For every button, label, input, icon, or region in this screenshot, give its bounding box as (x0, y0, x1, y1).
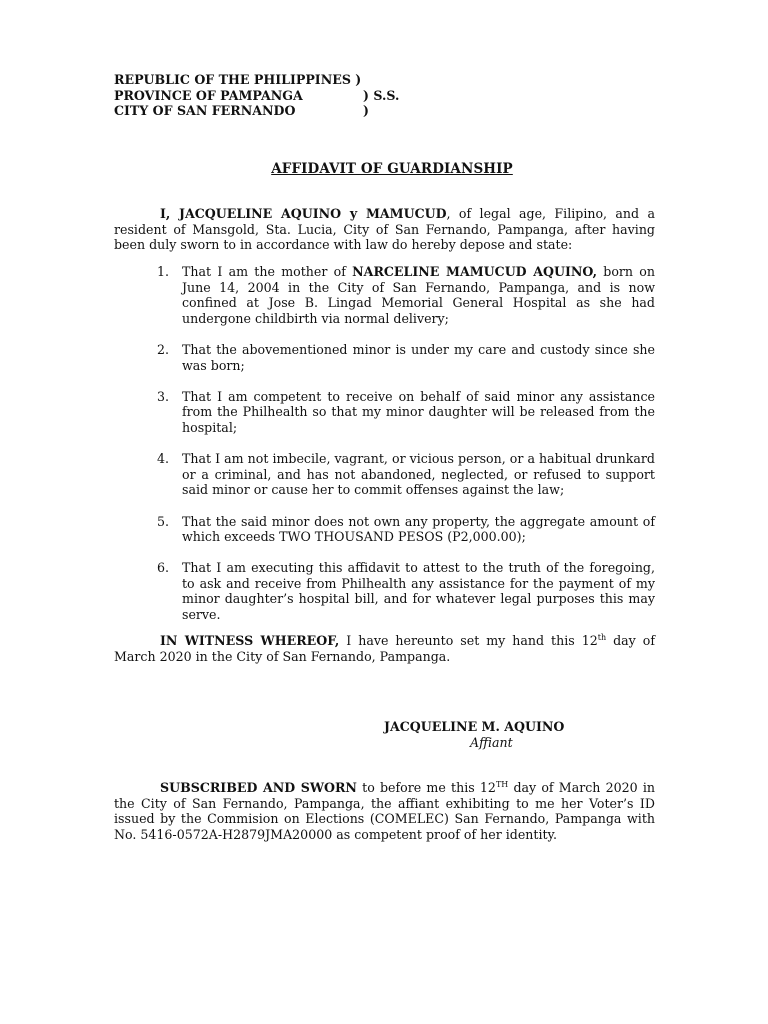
statement-item (157, 342, 655, 373)
statement-number: 4. (157, 451, 170, 467)
venue-city-text: CITY OF SAN FERNANDO (114, 103, 296, 118)
witness-day-suffix: th (597, 632, 607, 642)
venue-province-text: PROVINCE OF PAMPANGA (114, 87, 303, 103)
affiant-name-intro: I, JACQUELINE AQUINO y MAMUCUD (160, 206, 447, 221)
jurat-day-suffix: TH (495, 779, 509, 789)
child-name: NARCELINE MAMUCUD AQUINO, (352, 264, 597, 279)
document-title: AFFIDAVIT OF GUARDIANSHIP (271, 161, 513, 177)
document-title-row (0, 161, 768, 177)
witness-text-cont: day of March 2020 in the City of San Fernando, Pampanga. (114, 633, 655, 664)
witness-text: I have hereunto set my hand this 12 (339, 633, 598, 648)
statement-item (157, 514, 655, 545)
venue-block (114, 72, 400, 119)
statement-item (157, 264, 655, 326)
venue-ss-mark: ) S.S. (363, 87, 400, 103)
statement-text: That I am executing this affidavit to attest to the truth of the foregoing, to ask and receive from Philhealth any assistance for the payment of my minor daughter’s hospital bill, and for whatever legal purposes this may serve. (182, 560, 655, 623)
statement-text: That the said minor does not own any property, the aggregate amount of which exceeds TWO THOUSAND PESOS (P2,000.00); (182, 513, 655, 545)
jurat-heading: SUBSCRIBED AND SWORN (160, 780, 357, 795)
statement-number: 2. (157, 341, 170, 357)
venue-line-province (114, 87, 400, 104)
intro-paragraph (114, 206, 655, 253)
witness-paragraph (114, 633, 655, 664)
statement-item (157, 560, 655, 622)
statement-number: 1. (157, 264, 170, 279)
signatory-name: JACQUELINE M. AQUINO (384, 719, 565, 734)
jurat-paragraph (114, 780, 655, 842)
venue-line-city (114, 103, 369, 119)
intro-text: , of legal age, Filipino, and a resident of Mansgold, Sta. Lucia, City of San Fernando, Pampanga, after having been duly sworn to in accordance with law do hereby depose and state: (114, 206, 656, 253)
statement-item (157, 389, 655, 436)
venue-city-paren: ) (363, 103, 369, 118)
statement-text: That I am competent to receive on behalf of said minor any assistance from the Philhealth so that my minor daughter will be released from the hospital; (182, 388, 655, 435)
signatory-role: Affiant (470, 735, 513, 750)
jurat-text-cont: day of March 2020 in the City of San Fernando, Pampanga, the affiant exhibiting to me her Voter’s ID issued by the Commision on Elections (COMELEC) San Fernando, Pampanga with No. 5416-0572A-H2879JMA20000 as competent proof of her identity. (114, 780, 655, 842)
statement-number: 5. (157, 513, 170, 529)
statement-text-cont: born on June 14, 2004 in the City of San Fernando, Pampanga, and is now confined at Jose B. Lingad Memorial General Hospital as she had undergone childbirth via normal delivery; (182, 264, 656, 326)
statement-list (157, 264, 655, 638)
venue-line-republic: REPUBLIC OF THE PHILIPPINES ) (114, 72, 362, 87)
statement-number: 6. (157, 560, 170, 576)
statement-text: That I am not imbecile, vagrant, or vicious person, or a habitual drunkard or a criminal, and has not abandoned, neglected, or refused to support said minor or cause her to commit offenses against the law; (182, 451, 655, 498)
statement-number: 3. (157, 388, 170, 404)
statement-item (157, 451, 655, 498)
statement-text: That the abovementioned minor is under my care and custody since she was born; (182, 341, 655, 373)
statement-text: That I am the mother of (182, 264, 353, 279)
witness-heading: IN WITNESS WHEREOF, (160, 633, 340, 648)
jurat-text: to before me this 12 (356, 780, 496, 795)
